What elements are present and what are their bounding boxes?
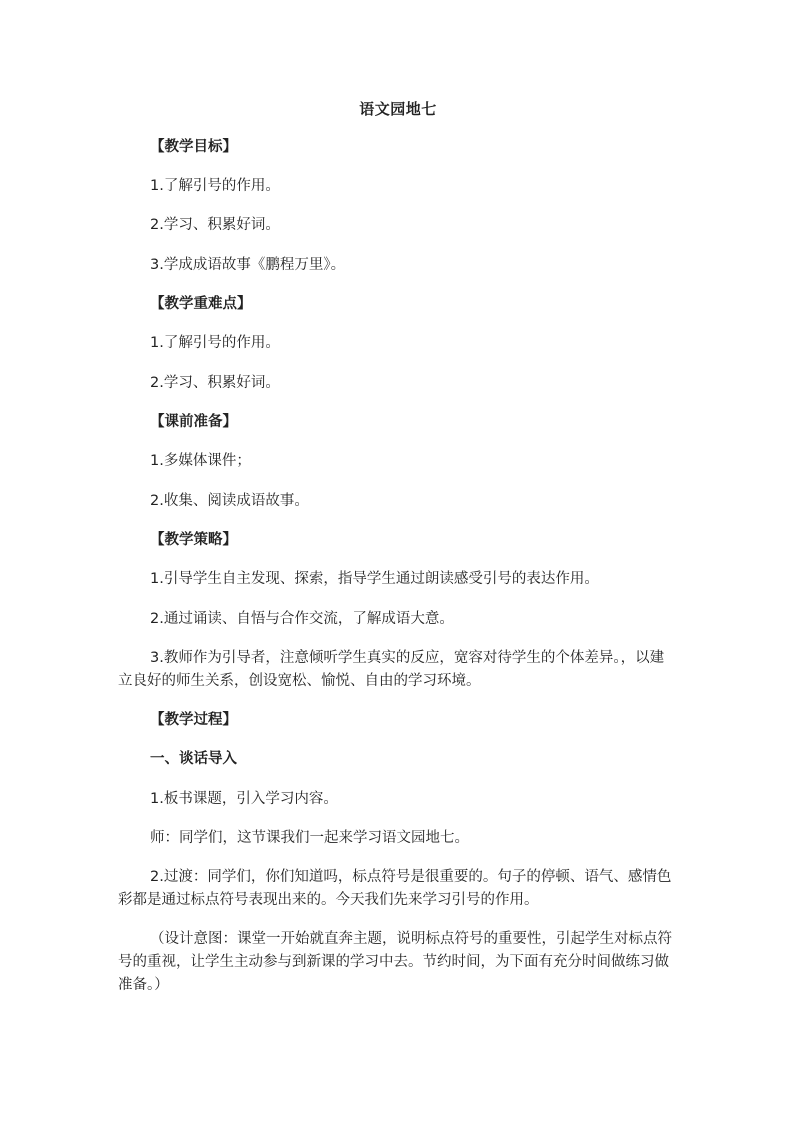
strategy-heading: 【教学策略】 <box>150 532 237 548</box>
document-title: 语文园地七 <box>359 100 437 118</box>
prep-item: 2.收集、阅读成语故事。 <box>150 493 309 509</box>
part1-heading: 一、谈话导入 <box>150 751 237 767</box>
prep-heading: 【课前准备】 <box>150 414 237 430</box>
keypoint-item: 1.了解引号的作用。 <box>150 335 280 351</box>
goal-item: 1.了解引号的作用。 <box>150 178 280 194</box>
strategy-item: 3.教师作为引导者，注意倾听学生真实的反应，宽容对待学生的个体差异。，以建立良好的师生关系，创设宽松、愉悦、自由的学习环境。 <box>118 650 665 689</box>
prep-item: 1.多媒体课件； <box>150 453 251 469</box>
process-heading: 【教学过程】 <box>150 712 237 728</box>
strategy-item: 1.引导学生自主发现、探索，指导学生通过朗读感受引号的表达作用。 <box>150 571 599 587</box>
part1-item: 2.过渡：同学们，你们知道吗，标点符号是很重要的。句子的停顿、语气、感情色彩都是通过标点符号表现出来的。今天我们先来学习引号的作用。 <box>118 869 672 908</box>
goals-heading: 【教学目标】 <box>150 139 237 155</box>
keypoints-heading: 【教学重难点】 <box>150 296 252 312</box>
part1-item: 1.板书课题，引入学习内容。 <box>150 791 338 807</box>
design-intent-note: （设计意图：课堂一开始就直奔主题，说明标点符号的重要性，引起学生对标点符号的重视，让学生主动参与到新课的学习中去。节约时间，为下面有充分时间做练习做准备。） <box>118 931 672 993</box>
strategy-item: 2.通过诵读、自悟与合作交流，了解成语大意。 <box>150 611 454 627</box>
keypoint-item: 2.学习、积累好词。 <box>150 375 280 391</box>
goal-item: 2.学习、积累好词。 <box>150 217 280 233</box>
goal-item: 3.学成成语故事《鹏程万里》。 <box>150 257 346 273</box>
part1-item: 师：同学们，这节课我们一起来学习语文园地七。 <box>150 830 469 846</box>
